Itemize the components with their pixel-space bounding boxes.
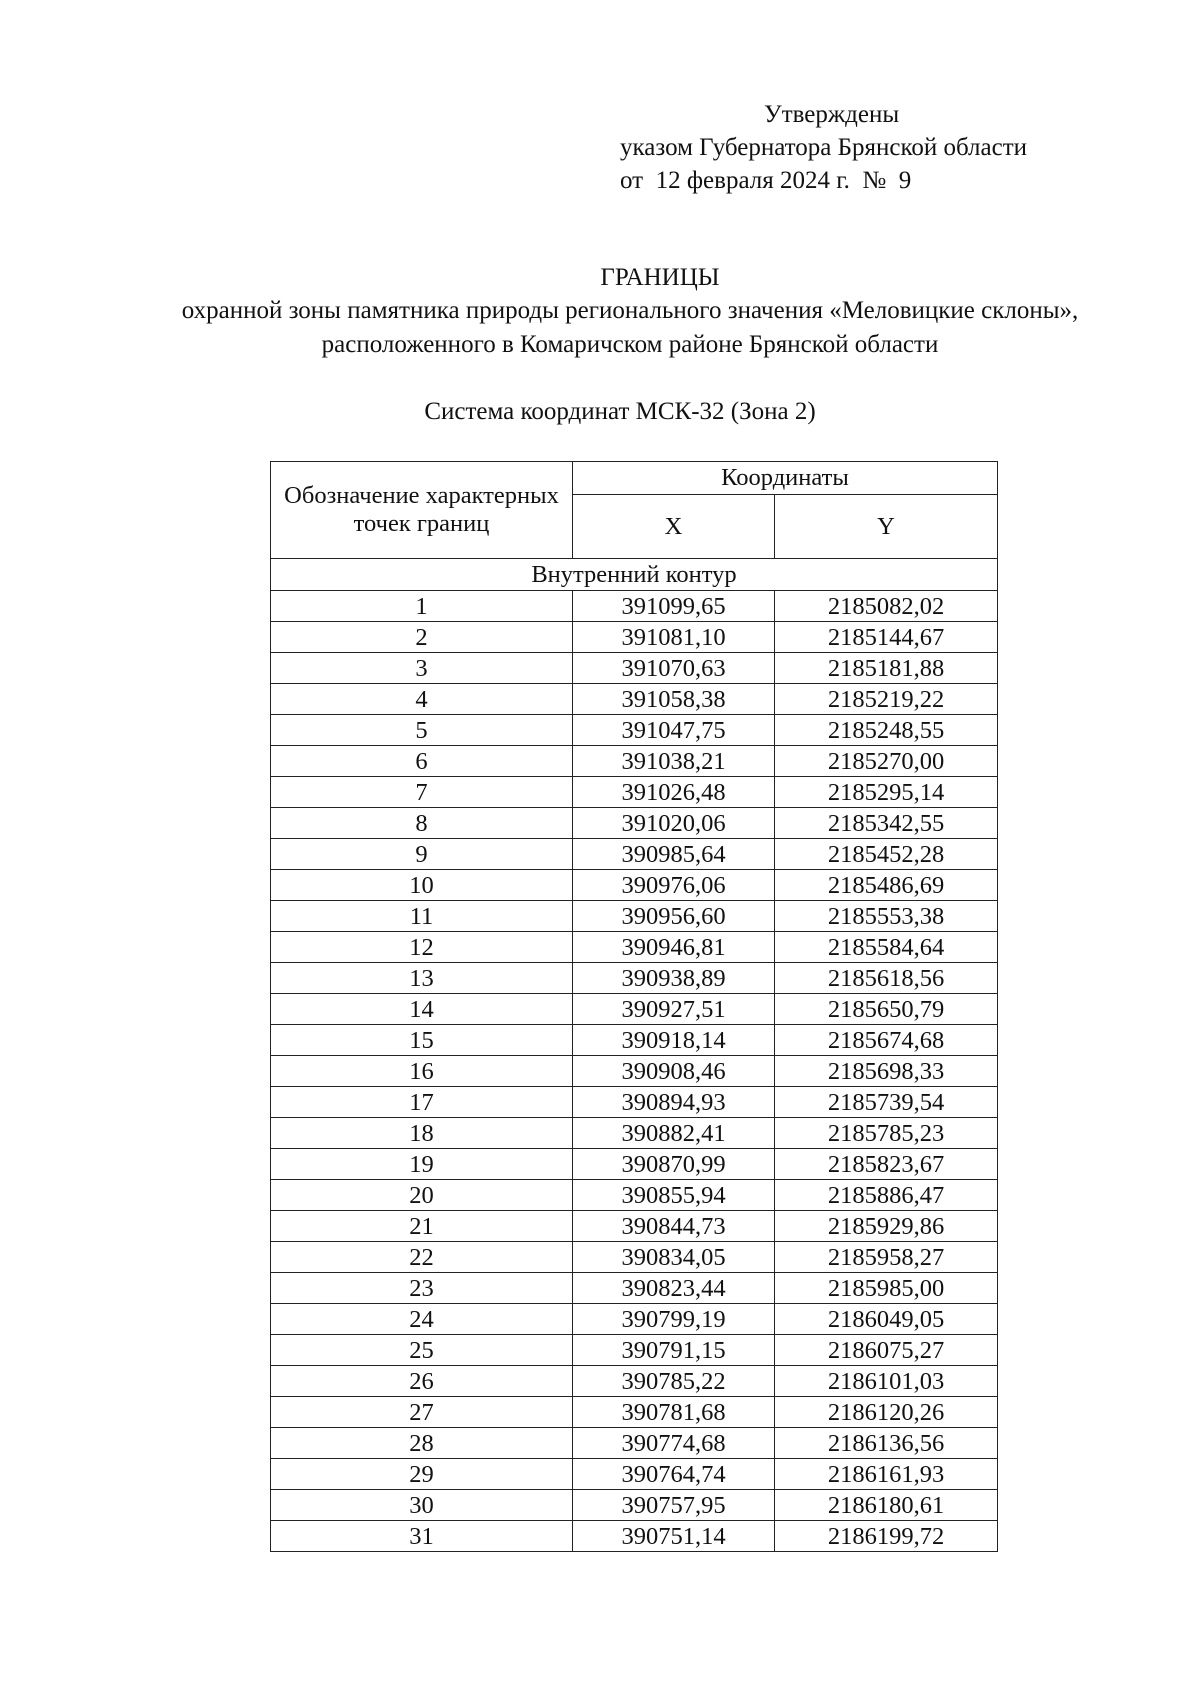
point-number-cell: 13 [271,963,573,994]
header-x: X [573,495,775,559]
x-coordinate-cell: 390855,94 [573,1180,775,1211]
point-number-cell: 10 [271,870,573,901]
y-coordinate-cell: 2185553,38 [775,901,998,932]
y-coordinate-cell: 2185674,68 [775,1025,998,1056]
x-coordinate-cell: 390764,74 [573,1459,775,1490]
table-row [271,1087,998,1118]
x-coordinate-cell: 390844,73 [573,1211,775,1242]
table-row [271,622,998,653]
table-row [271,808,998,839]
y-coordinate-cell: 2185650,79 [775,994,998,1025]
approval-line-approved: Утверждены [764,101,900,128]
point-number-cell: 26 [271,1366,573,1397]
approval-stamp [620,98,1100,197]
y-coordinate-cell: 2185618,56 [775,963,998,994]
table-row [271,1273,998,1304]
point-number-cell: 1 [271,591,573,622]
coordinates-table-body [271,559,998,1552]
x-coordinate-cell: 390870,99 [573,1149,775,1180]
x-coordinate-cell: 391026,48 [573,777,775,808]
y-coordinate-cell: 2186180,61 [775,1490,998,1521]
y-coordinate-cell: 2185248,55 [775,715,998,746]
x-coordinate-cell: 390938,89 [573,963,775,994]
table-row [271,932,998,963]
y-coordinate-cell: 2185929,86 [775,1211,998,1242]
point-number-cell: 25 [271,1335,573,1366]
x-coordinate-cell: 390882,41 [573,1118,775,1149]
x-coordinate-cell: 390956,60 [573,901,775,932]
x-coordinate-cell: 390908,46 [573,1056,775,1087]
table-row [271,1366,998,1397]
y-coordinate-cell: 2186136,56 [775,1428,998,1459]
table-row [271,1459,998,1490]
table-row [271,901,998,932]
y-coordinate-cell: 2185886,47 [775,1180,998,1211]
section-row [271,559,998,591]
x-coordinate-cell: 390751,14 [573,1521,775,1552]
y-coordinate-cell: 2185486,69 [775,870,998,901]
x-coordinate-cell: 390781,68 [573,1397,775,1428]
y-coordinate-cell: 2185219,22 [775,684,998,715]
table-row [271,684,998,715]
x-coordinate-cell: 390799,19 [573,1304,775,1335]
table-row [271,1211,998,1242]
document-subtitle: охранной зоны памятника природы регионального значения «Меловицкие склоны», расположенного в Комаричском районе Брянской области [181,297,1079,358]
coordinate-system-label: Система координат МСК-32 (Зона 2) [424,398,816,425]
x-coordinate-cell: 390894,93 [573,1087,775,1118]
point-number-cell: 21 [271,1211,573,1242]
table-row [271,1025,998,1056]
x-coordinate-cell: 390985,64 [573,839,775,870]
point-number-cell: 14 [271,994,573,1025]
y-coordinate-cell: 2185584,64 [775,932,998,963]
x-coordinate-cell: 390823,44 [573,1273,775,1304]
point-number-cell: 29 [271,1459,573,1490]
y-coordinate-cell: 2186161,93 [775,1459,998,1490]
point-number-cell: 3 [271,653,573,684]
point-number-cell: 4 [271,684,573,715]
header-y: Y [775,495,998,559]
x-coordinate-cell: 390774,68 [573,1428,775,1459]
point-number-cell: 31 [271,1521,573,1552]
y-coordinate-cell: 2185144,67 [775,622,998,653]
y-coordinate-cell: 2185452,28 [775,839,998,870]
y-coordinate-cell: 2186049,05 [775,1304,998,1335]
table-row [271,839,998,870]
x-coordinate-cell: 390918,14 [573,1025,775,1056]
point-number-cell: 28 [271,1428,573,1459]
coordinates-table [270,461,998,1552]
x-coordinate-cell: 390757,95 [573,1490,775,1521]
table-row [271,777,998,808]
header-coordinates: Координаты [573,462,998,495]
x-coordinate-cell: 391058,38 [573,684,775,715]
y-coordinate-cell: 2186075,27 [775,1335,998,1366]
y-coordinate-cell: 2186101,03 [775,1366,998,1397]
point-number-cell: 27 [271,1397,573,1428]
point-number-cell: 30 [271,1490,573,1521]
point-number-cell: 5 [271,715,573,746]
point-number-cell: 9 [271,839,573,870]
point-number-cell: 17 [271,1087,573,1118]
table-row [271,1242,998,1273]
x-coordinate-cell: 390791,15 [573,1335,775,1366]
table-row [271,715,998,746]
x-coordinate-cell: 390946,81 [573,932,775,963]
point-number-cell: 22 [271,1242,573,1273]
y-coordinate-cell: 2185698,33 [775,1056,998,1087]
y-coordinate-cell: 2185823,67 [775,1149,998,1180]
table-row [271,1521,998,1552]
table-row [271,963,998,994]
x-coordinate-cell: 391020,06 [573,808,775,839]
x-coordinate-cell: 391038,21 [573,746,775,777]
table-row [271,870,998,901]
y-coordinate-cell: 2186120,26 [775,1397,998,1428]
y-coordinate-cell: 2185342,55 [775,808,998,839]
point-number-cell: 15 [271,1025,573,1056]
x-coordinate-cell: 390976,06 [573,870,775,901]
table-row [271,1428,998,1459]
table-row [271,1056,998,1087]
x-coordinate-cell: 390785,22 [573,1366,775,1397]
y-coordinate-cell: 2185295,14 [775,777,998,808]
point-number-cell: 20 [271,1180,573,1211]
table-row [271,1397,998,1428]
table-row [271,1304,998,1335]
y-coordinate-cell: 2185270,00 [775,746,998,777]
approval-line-date-number: от 12 февраля 2024 г. № 9 [620,167,912,194]
table-row [271,1335,998,1366]
table-row [271,591,998,622]
point-number-cell: 2 [271,622,573,653]
table-row [271,1180,998,1211]
table-row [271,1490,998,1521]
x-coordinate-cell: 391081,10 [573,622,775,653]
point-number-cell: 6 [271,746,573,777]
x-coordinate-cell: 390834,05 [573,1242,775,1273]
x-coordinate-cell: 390927,51 [573,994,775,1025]
table-row [271,1118,998,1149]
point-number-cell: 11 [271,901,573,932]
approval-line-decree: указом Губернатора Брянской области [620,134,1028,161]
y-coordinate-cell: 2185181,88 [775,653,998,684]
y-coordinate-cell: 2185082,02 [775,591,998,622]
point-number-cell: 18 [271,1118,573,1149]
y-coordinate-cell: 2185785,23 [775,1118,998,1149]
y-coordinate-cell: 2185985,00 [775,1273,998,1304]
point-number-cell: 7 [271,777,573,808]
document-title: ГРАНИЦЫ [600,264,720,291]
section-label: Внутренний контур [271,559,998,591]
header-points: Обозначение характерных точек границ [271,462,573,559]
point-number-cell: 16 [271,1056,573,1087]
point-number-cell: 12 [271,932,573,963]
y-coordinate-cell: 2186199,72 [775,1521,998,1552]
x-coordinate-cell: 391047,75 [573,715,775,746]
x-coordinate-cell: 391070,63 [573,653,775,684]
table-row [271,653,998,684]
point-number-cell: 23 [271,1273,573,1304]
x-coordinate-cell: 391099,65 [573,591,775,622]
y-coordinate-cell: 2185958,27 [775,1242,998,1273]
point-number-cell: 24 [271,1304,573,1335]
y-coordinate-cell: 2185739,54 [775,1087,998,1118]
point-number-cell: 19 [271,1149,573,1180]
table-row [271,994,998,1025]
point-number-cell: 8 [271,808,573,839]
table-row [271,1149,998,1180]
table-row [271,746,998,777]
